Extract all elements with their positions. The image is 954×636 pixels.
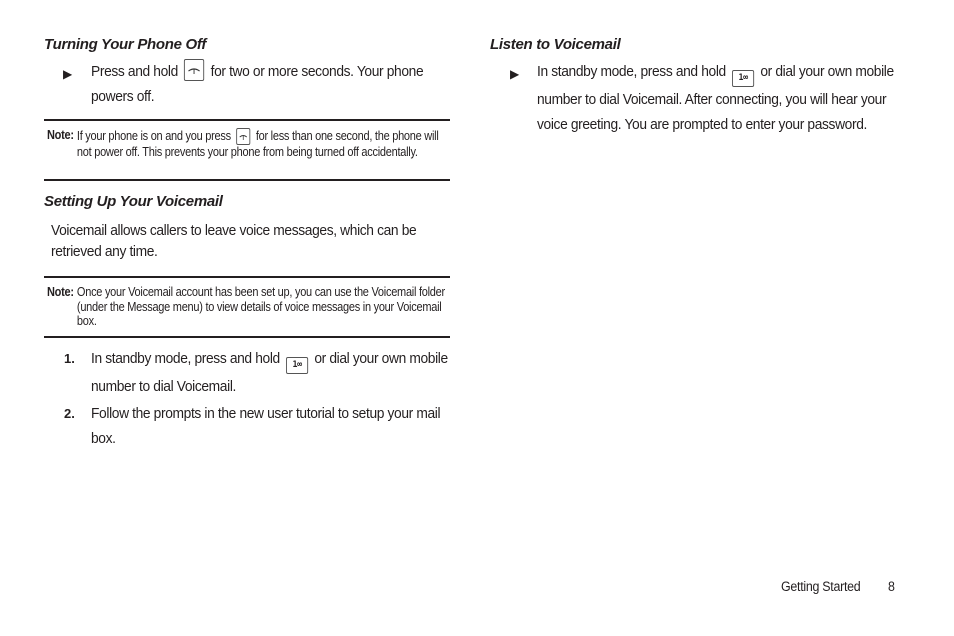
voicemail-description: Voicemail allows callers to leave voice messages, which can be retrieved any time. (51, 222, 417, 260)
note-voicemail-folder (44, 276, 450, 338)
end-key-icon (236, 128, 250, 145)
voicemail-key-icon: 1∞ (732, 70, 754, 87)
note-label: Note: (47, 128, 74, 142)
end-key-icon (184, 59, 204, 81)
heading-setting-up-voicemail: Setting Up Your Voicemail (44, 193, 223, 210)
footer-section-title: Getting Started (781, 579, 861, 594)
heading-listen-to-voicemail: Listen to Voicemail (490, 36, 621, 53)
voicemail-key-icon: 1∞ (286, 357, 308, 374)
bullet-arrow-icon: ▶ (510, 67, 520, 81)
step-1-text: In standby mode, press and hold 1∞ or dial your own mobile number to dial Voicemail. (91, 350, 448, 395)
step-number: 1. (64, 351, 75, 366)
step-number: 2. (64, 406, 75, 421)
listen-voicemail-instruction: In standby mode, press and hold 1∞ or dial your own mobile number to dial Voicemail. After connecting, you will hear your voice greeting. You are prompted to enter your password. (537, 63, 894, 133)
heading-turning-phone-off: Turning Your Phone Off (44, 36, 207, 53)
note-label: Note: (47, 285, 74, 299)
note-text: Once your Voicemail account has been set up, you can use the Voicemail folder (under the Message menu) to view details of voice messages in your Voicemail box. (76, 285, 445, 328)
note-power-off (44, 119, 450, 181)
page-number: 8 (888, 579, 895, 594)
step-2-text: Follow the prompts in the new user tutorial to setup your mail box. (91, 405, 441, 447)
turn-off-instruction: Press and hold for two or more seconds. Your phone powers off. (91, 59, 450, 109)
bullet-arrow-icon: ▶ (63, 67, 73, 81)
note-text: If your phone is on and you press for less than one second, the phone will not power off. This prevents your phone from being turned off accidentally. (76, 129, 439, 159)
